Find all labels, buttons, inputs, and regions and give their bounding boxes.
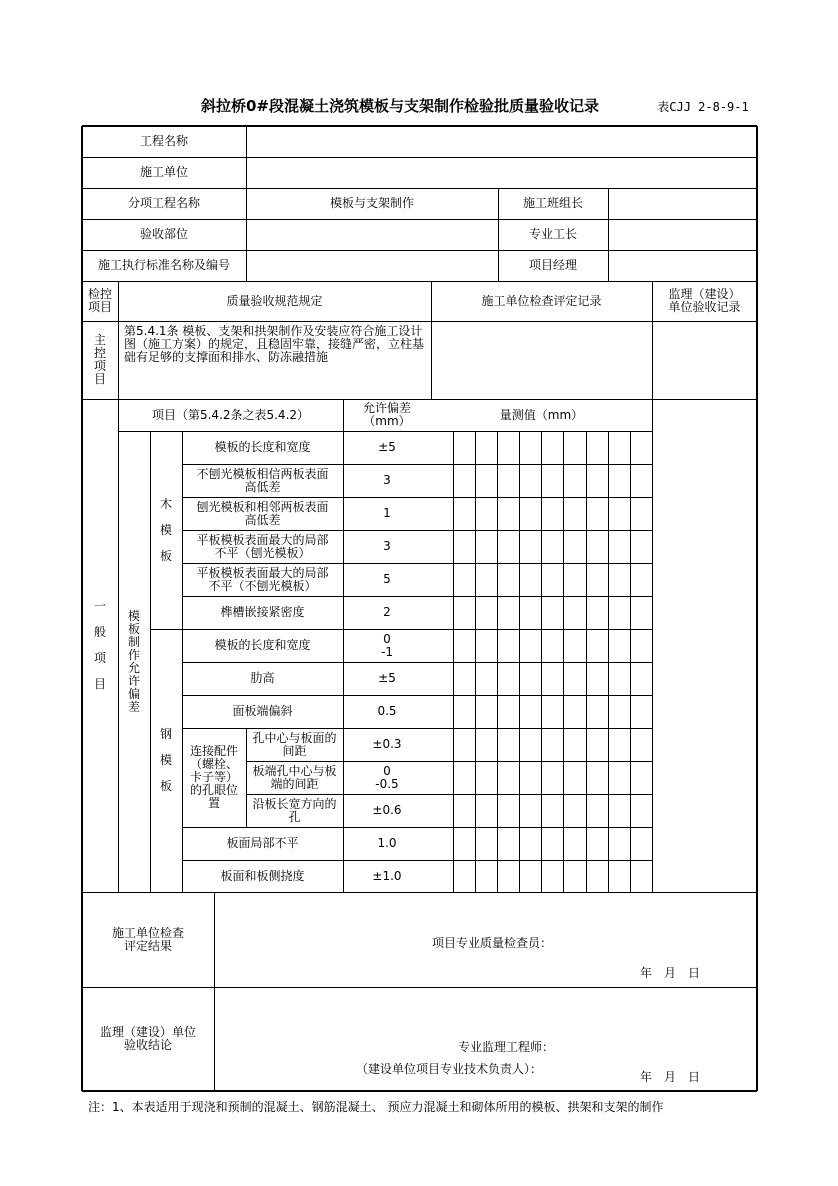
steel-row-tolerance: 0 -1 xyxy=(381,631,393,659)
wood-row-tolerance: 1 xyxy=(383,506,391,520)
wood-row-name: 平板模板表面最大的局部 不平（刨光模板） xyxy=(196,532,329,560)
general-item-header: 项目（第5.4.2条之表5.4.2） xyxy=(151,407,310,422)
wood-row-name: 榫槽嵌接紧密度 xyxy=(220,605,305,619)
connector-label: 连接配件 （螺栓、 卡子等） 的孔眼位 置 xyxy=(189,744,238,810)
supervisor-record-header: 监理（建设） 单位验收记录 xyxy=(668,287,741,314)
tolerance-group-label: 模 板 制 作 允 许 偏 差 xyxy=(127,608,140,714)
table-line xyxy=(453,431,454,892)
project-manager-label: 项目经理 xyxy=(528,258,577,272)
steel-row-tolerance: 1.0 xyxy=(377,836,397,850)
table-line xyxy=(630,431,631,892)
sub-item-label: 分项工程名称 xyxy=(127,196,200,210)
wood-row-name: 刨光模板和相邻两板表面 高低差 xyxy=(196,499,329,527)
steel-row-name: 面板端偏斜 xyxy=(232,704,293,718)
connector-row-name: 孔中心与板面的 间距 xyxy=(252,730,337,758)
table-line xyxy=(541,431,542,892)
spec-header: 质量验收规范规定 xyxy=(226,293,323,308)
steel-row-name: 板面局部不平 xyxy=(226,836,299,850)
steel-row-name: 肋高 xyxy=(250,671,275,685)
tolerance-header: 允许偏差 （mm） xyxy=(362,401,411,428)
owner-rep-label: （建设单位项目专业技术负责人）： xyxy=(356,1061,543,1076)
table-line xyxy=(608,431,609,892)
steel-row-tolerance: 0.5 xyxy=(377,704,397,718)
table-line xyxy=(497,431,498,892)
date-2: 年 月 日 xyxy=(640,1069,701,1084)
wood-row-name: 不刨光模板相信两板表面 高低差 xyxy=(196,466,329,494)
main-control-text: 第5.4.1条 模板、支架和拱架制作及安装应符合施工设计图（施工方案）的规定，且稳固牢靠，接缝严密，立柱基础有足够的支撑面和排水、防冻融措施 xyxy=(124,324,425,364)
wood-row-tolerance: ±5 xyxy=(378,440,396,454)
measured-header: 量测值（mm） xyxy=(499,407,584,422)
contractor-result-label: 施工单位检查 评定结果 xyxy=(111,925,184,953)
wood-row-tolerance: 3 xyxy=(383,473,391,487)
wood-formwork-label: 木 模 板 xyxy=(159,496,172,563)
connector-row-tolerance: ±0.6 xyxy=(372,803,402,817)
steel-row-name: 模板的长度和宽度 xyxy=(214,638,311,652)
date-1: 年 月 日 xyxy=(640,965,701,980)
wood-row-tolerance: 2 xyxy=(383,605,391,619)
table-line xyxy=(586,431,587,892)
table-note: 注：1、本表适用于现浇和预制的混凝土、钢筋混凝土、 预应力混凝土和砌体所用的模板、拱架和支架的制作 xyxy=(88,1099,664,1114)
general-label: 一 般 项 目 xyxy=(93,599,106,691)
table-line xyxy=(475,431,476,892)
wood-row-name: 平板模板表面最大的局部 不平（不刨光模板） xyxy=(196,565,329,593)
table-line xyxy=(563,431,564,892)
acceptance-part-label: 验收部位 xyxy=(139,227,188,241)
inspector-label: 项目专业质量检查员： xyxy=(432,935,553,950)
team-leader-label: 施工班组长 xyxy=(522,196,583,210)
table-line xyxy=(519,431,520,892)
steel-row-tolerance: ±5 xyxy=(378,671,396,685)
engineer-label: 专业监理工程师： xyxy=(458,1039,555,1054)
contractor-record-header: 施工单位检查评定记录 xyxy=(481,293,602,308)
supervisor-conclusion-label: 监理（建设）单位 验收结论 xyxy=(99,1025,196,1052)
wood-row-tolerance: 5 xyxy=(383,572,391,586)
connector-row-tolerance: ±0.3 xyxy=(372,737,402,751)
wood-row-name: 模板的长度和宽度 xyxy=(214,440,311,454)
standard-label: 施工执行标准名称及编号 xyxy=(97,258,230,272)
sub-item-value: 模板与支架制作 xyxy=(329,196,414,210)
connector-row-name: 板端孔中心与板 端的间距 xyxy=(252,763,337,791)
steel-row-tolerance: ±1.0 xyxy=(372,868,402,883)
foreman-label: 专业工长 xyxy=(528,227,577,241)
steel-formwork-label: 钢 模 板 xyxy=(159,727,172,793)
project-name-label: 工程名称 xyxy=(139,134,188,148)
wood-row-tolerance: 3 xyxy=(383,539,391,553)
steel-row-name: 板面和板侧挠度 xyxy=(220,868,305,883)
table-line xyxy=(652,281,653,892)
main-control-label: 主 控 项 目 xyxy=(93,333,106,386)
construction-unit-label: 施工单位 xyxy=(139,165,188,179)
table-line xyxy=(756,126,758,1091)
inspect-item-header: 检控 项目 xyxy=(87,287,112,314)
connector-row-tolerance: 0 -0.5 xyxy=(375,763,399,791)
page-title: 斜拉桥0#段混凝土浇筑模板与支架制作检验批质量验收记录 xyxy=(200,96,599,115)
form-code: 表CJJ 2-8-9-1 xyxy=(657,99,749,114)
connector-row-name: 沿板长宽方向的 孔 xyxy=(252,796,337,824)
